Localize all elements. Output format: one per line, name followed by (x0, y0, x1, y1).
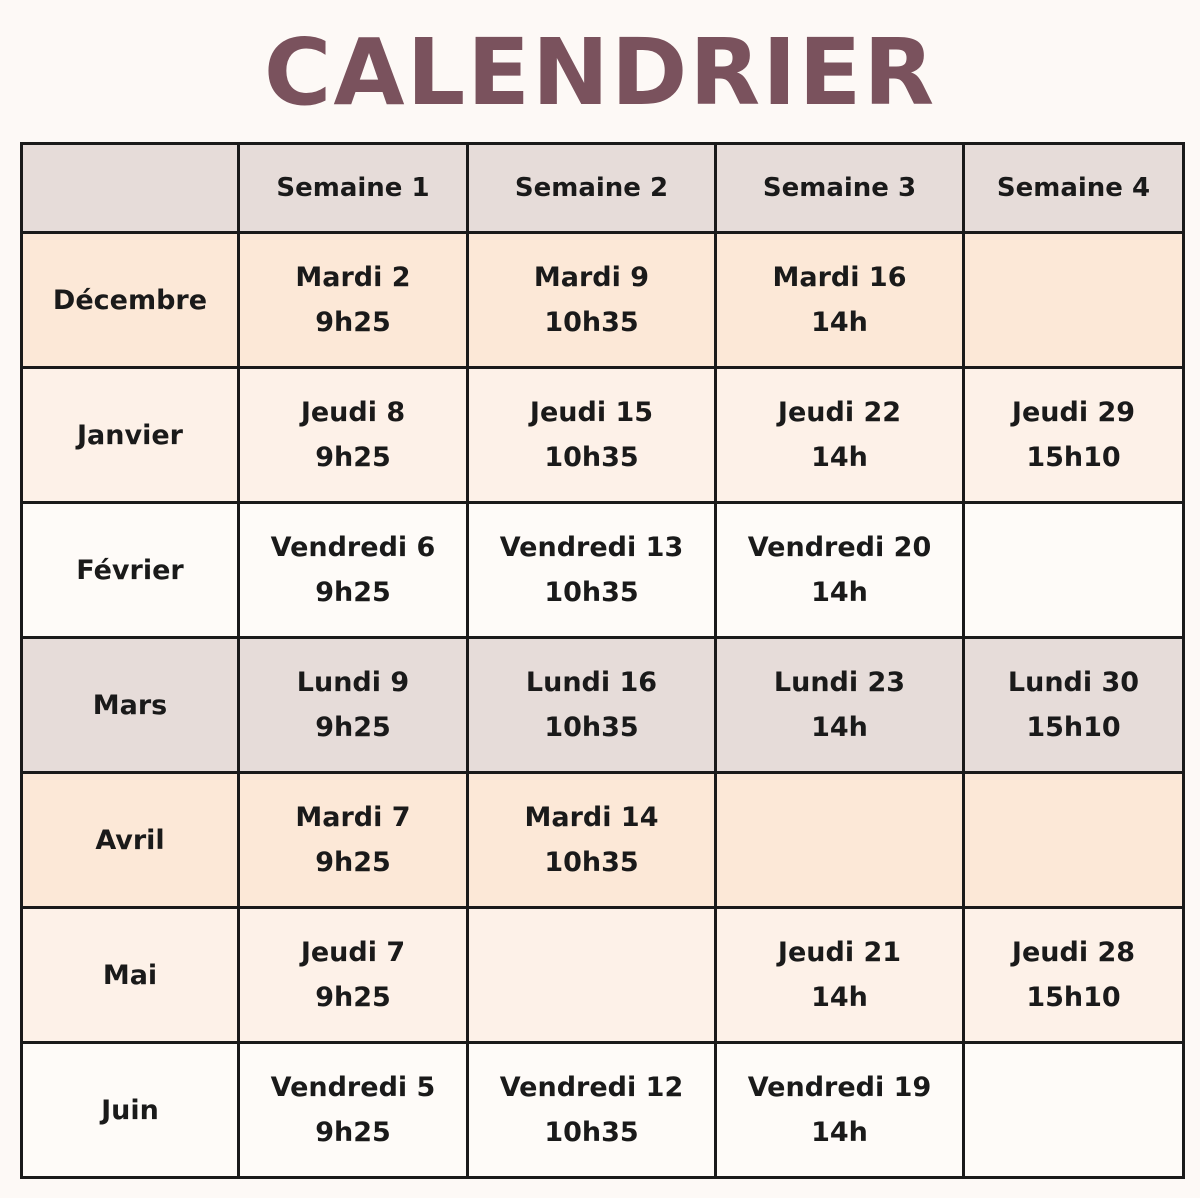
cell-time: 14h (811, 712, 868, 743)
cell-time: 9h25 (315, 982, 391, 1013)
schedule-cell (964, 368, 1184, 503)
month-label: Décembre (22, 233, 239, 368)
schedule-cell (239, 908, 468, 1043)
cell-time: 10h35 (544, 577, 639, 608)
table-row (22, 638, 1184, 773)
cell-day: Jeudi 8 (300, 397, 406, 428)
cell-day: Mardi 9 (533, 262, 650, 293)
month-label: Mai (22, 908, 239, 1043)
schedule-cell (468, 773, 716, 908)
cell-day: Vendredi 12 (499, 1072, 684, 1103)
cell-time: 14h (811, 577, 868, 608)
cell-time: 10h35 (544, 307, 639, 338)
schedule-cell (716, 503, 964, 638)
month-label: Janvier (22, 368, 239, 503)
month-label: Juin (22, 1043, 239, 1178)
cell-day: Jeudi 28 (1011, 937, 1136, 968)
schedule-cell (239, 1043, 468, 1178)
cell-time: 9h25 (315, 712, 391, 743)
schedule-cell (964, 908, 1184, 1043)
table-row (22, 503, 1184, 638)
cell-day: Lundi 30 (1007, 667, 1140, 698)
schedule-cell (716, 368, 964, 503)
cell-day: Jeudi 15 (529, 397, 654, 428)
cell-time: 9h25 (315, 1117, 391, 1148)
cell-day: Jeudi 7 (300, 937, 406, 968)
schedule-cell (468, 503, 716, 638)
month-label: Mars (22, 638, 239, 773)
header-row (22, 144, 1184, 233)
cell-time: 14h (811, 442, 868, 473)
table-row (22, 1043, 1184, 1178)
calendar-table (20, 142, 1185, 1179)
schedule-cell (468, 908, 716, 1043)
schedule-cell (716, 1043, 964, 1178)
cell-day: Lundi 9 (296, 667, 410, 698)
cell-day: Jeudi 29 (1011, 397, 1136, 428)
cell-day: Vendredi 19 (747, 1072, 932, 1103)
cell-day: Mardi 16 (772, 262, 907, 293)
cell-day: Vendredi 6 (270, 532, 436, 563)
page-title: CALENDRIER (263, 19, 937, 126)
cell-day: Vendredi 5 (270, 1072, 436, 1103)
schedule-cell (468, 233, 716, 368)
cell-time: 14h (811, 1117, 868, 1148)
schedule-cell (239, 233, 468, 368)
cell-time: 15h10 (1026, 442, 1121, 473)
schedule-cell (468, 368, 716, 503)
schedule-cell (716, 233, 964, 368)
header-corner (22, 144, 239, 233)
cell-time: 10h35 (544, 1117, 639, 1148)
cell-time: 14h (811, 307, 868, 338)
cell-time: 10h35 (544, 712, 639, 743)
header-week-1: Semaine 1 (239, 144, 468, 233)
cell-time: 10h35 (544, 442, 639, 473)
schedule-cell (964, 233, 1184, 368)
schedule-cell (716, 773, 964, 908)
schedule-cell (468, 1043, 716, 1178)
month-label: Février (22, 503, 239, 638)
cell-day: Lundi 23 (773, 667, 906, 698)
cell-day: Vendredi 13 (499, 532, 684, 563)
cell-day: Mardi 14 (524, 802, 659, 833)
cell-day: Mardi 7 (295, 802, 411, 833)
schedule-cell (239, 638, 468, 773)
cell-day: Jeudi 21 (777, 937, 902, 968)
header-week-2: Semaine 2 (468, 144, 716, 233)
cell-day: Jeudi 22 (777, 397, 902, 428)
cell-time: 9h25 (315, 847, 391, 878)
cell-time: 9h25 (315, 577, 391, 608)
schedule-cell (716, 638, 964, 773)
table-row (22, 368, 1184, 503)
table-row (22, 908, 1184, 1043)
header-week-4: Semaine 4 (964, 144, 1184, 233)
schedule-cell (468, 638, 716, 773)
schedule-cell (716, 908, 964, 1043)
cell-time: 15h10 (1026, 982, 1121, 1013)
schedule-cell (964, 638, 1184, 773)
schedule-cell (964, 773, 1184, 908)
month-label: Avril (22, 773, 239, 908)
header-week-3: Semaine 3 (716, 144, 964, 233)
table-row (22, 233, 1184, 368)
cell-day: Vendredi 20 (747, 532, 932, 563)
cell-time: 10h35 (544, 847, 639, 878)
schedule-cell (239, 503, 468, 638)
cell-day: Lundi 16 (525, 667, 658, 698)
schedule-cell (964, 503, 1184, 638)
cell-time: 9h25 (315, 442, 391, 473)
schedule-cell (239, 773, 468, 908)
cell-time: 14h (811, 982, 868, 1013)
schedule-cell (239, 368, 468, 503)
cell-time: 9h25 (315, 307, 391, 338)
table-row (22, 773, 1184, 908)
cell-day: Mardi 2 (295, 262, 411, 293)
cell-time: 15h10 (1026, 712, 1121, 743)
schedule-cell (964, 1043, 1184, 1178)
